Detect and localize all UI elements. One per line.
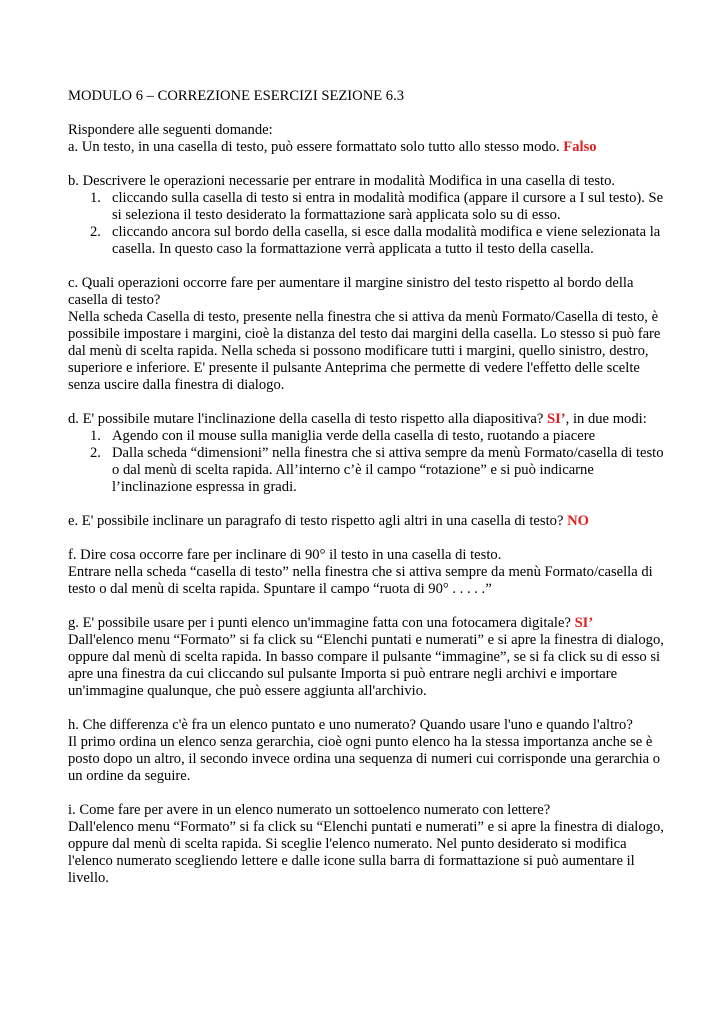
answer-g: SI’ <box>574 615 594 631</box>
section-f <box>68 547 668 598</box>
question-d-suffix: , in due modi: <box>565 411 647 427</box>
question-g <box>68 615 668 632</box>
list-item <box>68 224 668 258</box>
section-c <box>68 275 668 394</box>
answer-a: Falso <box>563 139 597 155</box>
answer-g-body: Dall'elenco menu “Formato” si fa click su “Elenchi puntati e numerati” e si apre la finestra di dialogo, oppure dal menù di scelta rapida. In basso compare il pulsante “immagine”, se si fa click su di esso si apre una finestra da cui cliccando sul pulsante Importa si può entrare negli archivi e importare un'immagine qualunque, che può essere aggiunta all'archivio. <box>68 632 664 699</box>
section-g <box>68 615 668 700</box>
section-a <box>68 122 668 156</box>
document-page <box>68 88 668 904</box>
list-d <box>68 428 668 496</box>
question-c: c. Quali operazioni occorre fare per aumentare il margine sinistro del testo rispetto al bordo della casella di testo? <box>68 275 634 308</box>
question-b: b. Descrivere le operazioni necessarie per entrare in modalità Modifica in una casella di testo. <box>68 173 616 189</box>
document-title: MODULO 6 – CORREZIONE ESERCIZI SEZIONE 6.3 <box>68 88 405 104</box>
section-b <box>68 173 668 258</box>
question-a-text: a. Un testo, in una casella di testo, può essere formattato solo tutto allo stesso modo. <box>68 139 560 155</box>
question-f: f. Dire cosa occorre fare per inclinare di 90° il testo in una casella di testo. <box>68 547 502 563</box>
question-d <box>68 411 668 428</box>
list-item-text: Agendo con il mouse sulla maniglia verde della casella di testo, ruotando a piacere <box>112 428 596 444</box>
answer-i: Dall'elenco menu “Formato” si fa click su “Elenchi puntati e numerati” e si apre la finestra di dialogo, oppure dal menù di scelta rapida. Si sceglie l'elenco numerato. Nel punto desiderato si modifica l'elenco numerato scegliendo lettere e dalle icone sulla barra di formattazione si può aumentare il livello. <box>68 819 664 886</box>
question-e <box>68 513 668 530</box>
list-item-number: 2. <box>90 224 101 240</box>
question-a <box>68 139 668 156</box>
list-item-text: cliccando sulla casella di testo si entra in modalità modifica (appare il cursore a I sul testo). Se si seleziona il testo desiderato la formattazione sarà applicata solo su di esso. <box>112 190 664 223</box>
list-item-text: Dalla scheda “dimensioni” nella finestra che si attiva sempre da menù Formato/casella di testo o dal menù di scelta rapida. All’interno c’è il campo “rotazione” e si può indicarne l’inclinazione espressa in gradi. <box>112 445 664 495</box>
question-h: h. Che differenza c'è fra un elenco puntato e uno numerato? Quando usare l'uno e quando l'altro? <box>68 717 633 733</box>
section-h <box>68 717 668 785</box>
question-i: i. Come fare per avere in un elenco numerato un sottoelenco numerato con lettere? <box>68 802 551 818</box>
list-item-number: 1. <box>90 190 101 206</box>
section-d <box>68 411 668 496</box>
answer-d: SI’ <box>547 411 566 427</box>
list-b <box>68 190 668 258</box>
section-e <box>68 513 668 530</box>
intro-text: Rispondere alle seguenti domande: <box>68 122 273 138</box>
answer-e: NO <box>567 513 589 529</box>
list-item-number: 1. <box>90 428 101 444</box>
section-i <box>68 802 668 887</box>
list-item <box>68 190 668 224</box>
list-item <box>68 445 668 496</box>
question-d-text: d. E' possibile mutare l'inclinazione della casella di testo rispetto alla diapositiva? <box>68 411 544 427</box>
answer-f: Entrare nella scheda “casella di testo” nella finestra che si attiva sempre da menù Formato/casella di testo o dal menù di scelta rapida. Spuntare il campo “ruota di 90° . . . . .” <box>68 564 653 597</box>
list-item-number: 2. <box>90 445 101 461</box>
answer-h: Il primo ordina un elenco senza gerarchia, cioè ogni punto elenco ha la stessa importanza anche se è posto dopo un altro, il secondo invece ordina una sequenza di numeri cui corrisponde una gerarchia o un ordine da seguire. <box>68 734 661 784</box>
list-item-text: cliccando ancora sul bordo della casella, si esce dalla modalità modifica e viene selezionata la casella. In questo caso la formattazione verrà applicata a tutto il testo della casella. <box>112 224 661 257</box>
list-item <box>68 428 668 445</box>
question-e-text: e. E' possibile inclinare un paragrafo di testo rispetto agli altri in una casella di testo? <box>68 513 564 529</box>
question-g-text: g. E' possibile usare per i punti elenco un'immagine fatta con una fotocamera digitale? <box>68 615 571 631</box>
answer-c: Nella scheda Casella di testo, presente nella finestra che si attiva da menù Formato/Casella di testo, è possibile impostare i margini, cioè la distanza del testo dai margini della casella. Lo stesso si può fare dal menù di scelta rapida. Nella scheda si possono modificare tutti i margini, quello sinistro, destro, superiore e inferiore. E' presente il pulsante Anteprima che permette di vedere l'effetto delle scelte senza uscire dalla finestra di dialogo. <box>68 309 661 393</box>
